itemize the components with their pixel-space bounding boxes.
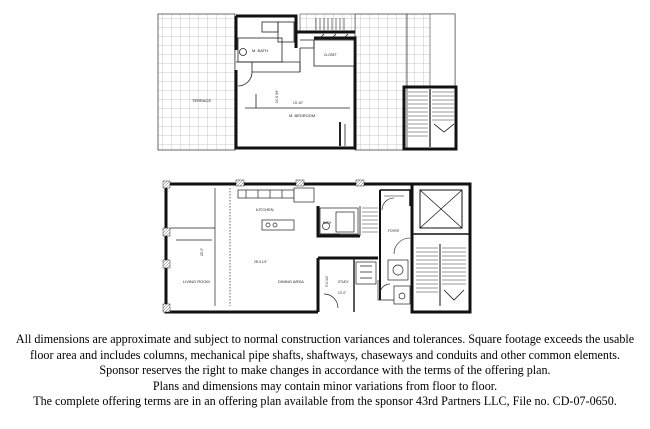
terrace-left-area xyxy=(158,14,235,150)
disclaimer-line: floor area and includes columns, mechanical pipe shafts, shaftways, chaseways and conduits and other common elements. xyxy=(29,347,621,362)
foyer-label: FOYER xyxy=(388,229,399,233)
disclaimer-line: The complete offering terms are in an offering plan available from the sponsor 43rd Partners LLC, File no. CD-07-0650. xyxy=(33,394,617,409)
bedroom-width-label: 13'-10" xyxy=(293,101,303,105)
disclaimer-line: All dimensions are approximate and subject to normal construction variances and tolerances. Square footage exceeds the usable xyxy=(15,332,635,346)
master-bath-label: M. BATH xyxy=(252,48,268,53)
study-depth-label: 9'-0 1/4" xyxy=(325,275,329,287)
kitchen-label: KITCHEN xyxy=(256,207,274,212)
main-floor-plan xyxy=(163,180,470,312)
dining-area-label: DINING AREA xyxy=(278,279,304,284)
living-room-label: LIVING ROOM xyxy=(183,279,210,284)
disclaimer-text xyxy=(0,332,650,410)
disclaimer-line: Sponsor reserves the right to make changes in accordance with the terms of the offering plan. xyxy=(99,363,551,378)
terrace-right-area xyxy=(355,14,407,150)
master-bedroom-label: M. BEDROOM xyxy=(289,113,316,118)
study-label: STUDY xyxy=(338,280,349,284)
overall-width-label: 28'-9 1/4" xyxy=(254,260,268,264)
upper-walls xyxy=(236,16,355,148)
disclaimer-line: Plans and dimensions may contain minor variations from floor to floor. xyxy=(152,378,498,393)
closet-label: CLOSET xyxy=(324,53,337,57)
study-width-label: 10'-0" xyxy=(338,291,347,295)
room-depth-label: 20'-9" xyxy=(200,247,204,256)
bath-label: BATH xyxy=(323,221,332,225)
terrace-label: TERRACE xyxy=(192,98,212,103)
bedroom-depth-label: 14'-6 3/4" xyxy=(275,89,279,103)
upper-floor-plan xyxy=(158,14,456,150)
